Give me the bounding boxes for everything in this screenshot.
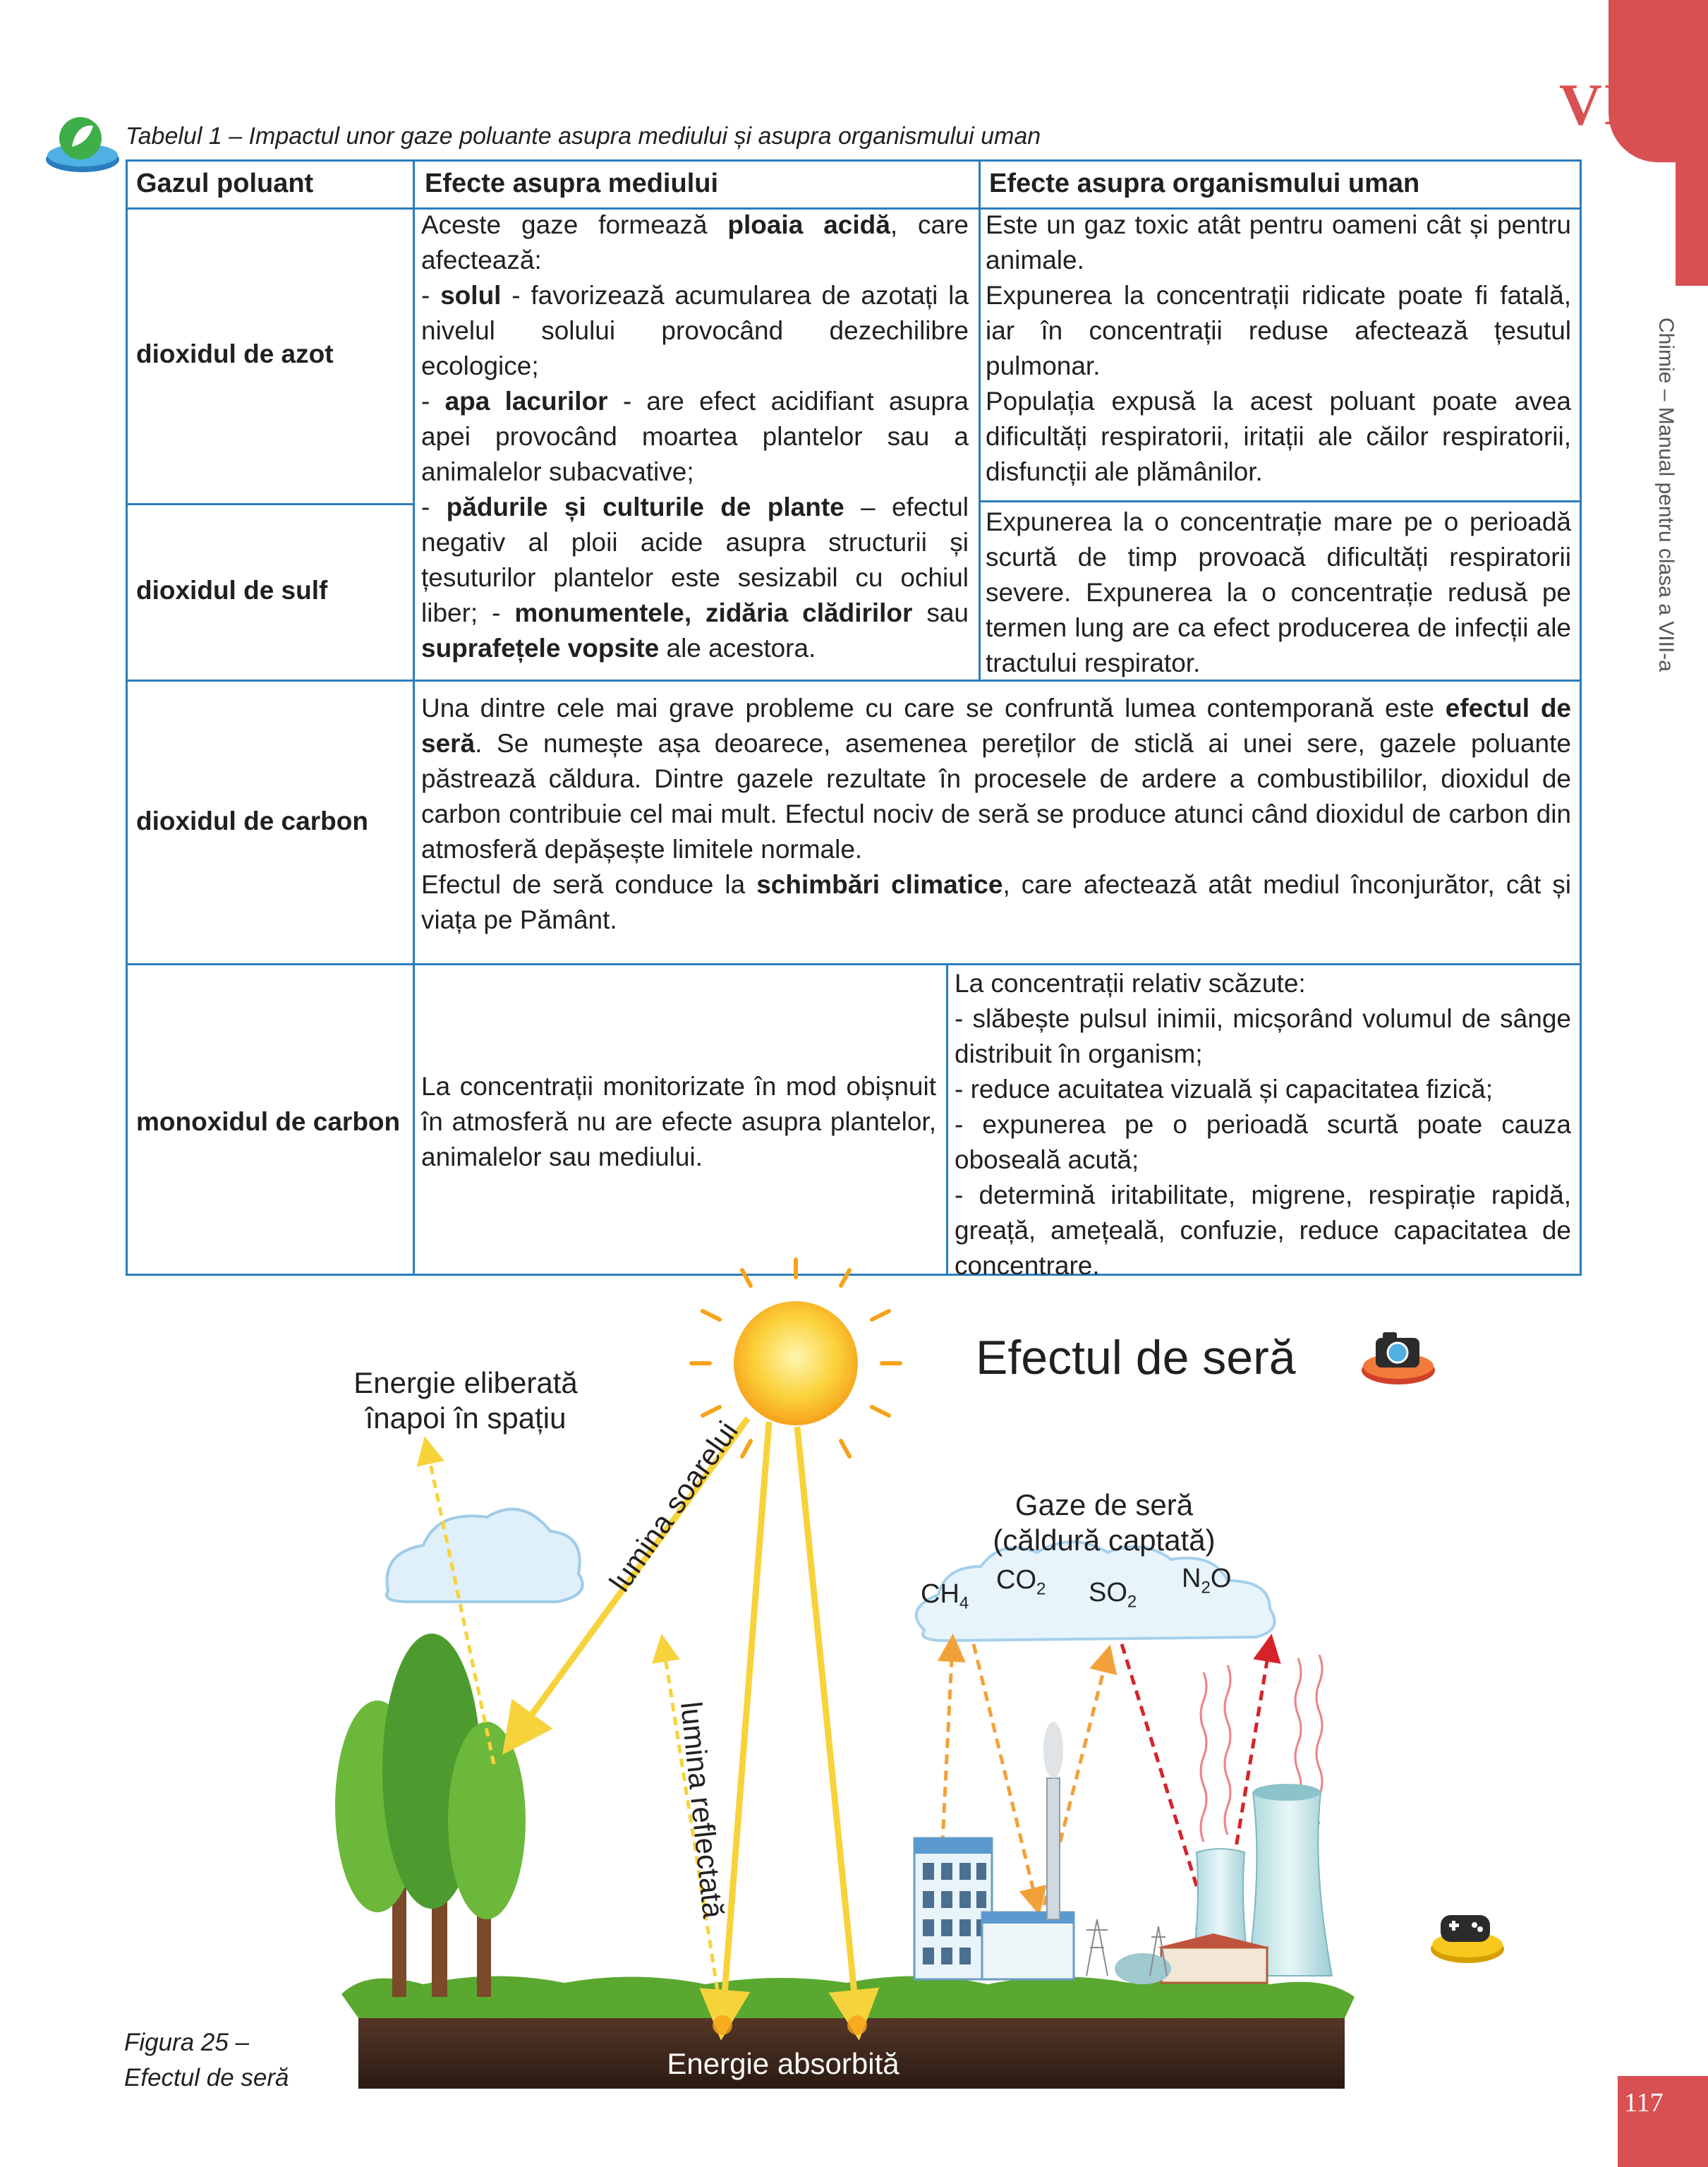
text: . Se numește așa deoarece, asemenea pereților de sticlă ai unei sere, gazele poluante păstrează căldura. Dintre gazele rezultate în procesele de ardere a combustibililor, dioxidul de carbon contribuie cel mai mult. Efectul nociv de seră se produce atunci când dioxidul de carbon din atmosferă depășește limitele normale. — [421, 729, 1571, 864]
paragraph: La concentrații relativ scăzute: — [955, 969, 1306, 998]
subscript: 2 — [1036, 1579, 1046, 1599]
label-line: Gaze de seră — [1014, 1488, 1194, 1521]
paragraph: Expunerea la concentrații ridicate poate fi fatală, iar în concentrații reduse afectează țesutul pulmonar. — [986, 281, 1571, 380]
figure-caption — [124, 2025, 289, 2096]
text: SO — [1089, 1578, 1127, 1607]
power-plant — [1115, 1784, 1332, 1984]
factory — [914, 1722, 1074, 1979]
text: Efectul de seră conduce la — [421, 870, 757, 899]
text-bold: apa lacurilor — [444, 387, 608, 416]
paragraph: - determină iritabilitate, migrene, respirație rapidă, greață, amețeală, confuzie, reduce capacitatea de concentrare. — [955, 1181, 1571, 1280]
paragraph: Este un gaz toxic atât pentru oameni cât și pentru animale. — [986, 210, 1571, 274]
gas-no2: dioxidul de azot — [136, 339, 334, 368]
label-sunlight: lumina soarelui — [602, 1415, 744, 1598]
gas-so2: dioxidul de sulf — [136, 576, 328, 605]
gamepad-icon — [1425, 1898, 1510, 1969]
text: – efectul negativ al ploii acide asupra structurii și țesuturilor plantelor este sesizabil cu ochiul liber; - — [421, 493, 969, 627]
text-bold: solul — [440, 281, 502, 310]
paragraph: - expunerea pe o perioadă scurtă poate cauza oboseală acută; — [955, 1110, 1571, 1174]
text: sau — [912, 598, 969, 627]
label-line: (căldură captată) — [993, 1523, 1216, 1557]
subscript: 2 — [1201, 1578, 1211, 1598]
co-environment-effects: La concentrații monitorizate în mod obișnuit în atmosferă nu are efecte asupra plantelor, animalelor sau mediului. — [421, 1072, 936, 1171]
trees — [335, 1634, 526, 1997]
text: - are efect acidifiant asupra apei provocând moartea plantelor sau a animalelor subacvative; — [421, 387, 969, 486]
text-bold: pădurile și culturile de plante — [446, 493, 844, 521]
so2-human-effects: Expunerea la o concentrație mare pe o perioadă scurtă de timp provoacă dificultăți respiratorii severe. Expunerea la o concentrație redusă pe termen lung are ca efect producerea de infecții ale tractului respirator. — [986, 507, 1571, 677]
gas-co2: dioxidul de carbon — [136, 807, 368, 835]
label-reflected: lumina reflectată — [674, 1700, 730, 1920]
caption-line: Efectul de seră — [124, 2064, 289, 2091]
paragraph: - reduce acuitatea vizuală și capacitatea fizică; — [955, 1075, 1494, 1104]
label-energy-absorbed: Energie absorbită — [667, 2047, 900, 2080]
header-human: Efecte asupra organismului uman — [989, 169, 1420, 198]
unit-label: Unitatea — [1619, 198, 1642, 277]
text: CH — [921, 1579, 959, 1609]
page-number: 117 — [1624, 2088, 1664, 2118]
formula-co2 — [996, 1565, 1046, 1600]
label-line: Energie eliberată — [353, 1366, 578, 1399]
gas-co: monoxidul de carbon — [136, 1107, 401, 1136]
text: Aceste gaze formează — [421, 210, 728, 239]
text-bold: monumentele, zidăria clădirilor — [514, 598, 913, 627]
absorption-glow — [847, 2015, 867, 2035]
figure-title: Efectul de seră — [976, 1331, 1296, 1384]
subscript: 2 — [1127, 1592, 1137, 1612]
side-title: Chimie – Manual pentru clasa a VIII-a — [1654, 318, 1678, 672]
text: , care afectează: — [421, 210, 969, 274]
text: - — [421, 387, 445, 416]
header-environment: Efecte asupra mediului — [425, 169, 719, 198]
camera-icon — [1357, 1327, 1442, 1390]
absorption-glow — [713, 2015, 732, 2035]
paragraph: - slăbește pulsul inimii, micșorând volumul de sânge distribuit în organism; — [955, 1004, 1571, 1068]
text-bold: schimbări climatice — [756, 870, 1003, 899]
text: O — [1210, 1564, 1232, 1593]
formula-n2o — [1182, 1564, 1231, 1598]
caption-line: Figura 25 – — [124, 2029, 250, 2056]
text: CO — [996, 1565, 1036, 1595]
text: , care afectează atât mediul înconjurător, cât și viața pe Pământ. — [421, 870, 1571, 934]
text: - — [421, 493, 447, 521]
header-gas: Gazul poluant — [136, 169, 314, 198]
text: N — [1182, 1564, 1201, 1593]
label-line: înapoi în spațiu — [365, 1401, 567, 1435]
cloud-left — [387, 1509, 583, 1602]
table-caption: Tabelul 1 – Impactul unor gaze poluante asupra mediului și asupra organismului uman — [126, 123, 1041, 150]
text: ale acestora. — [659, 634, 816, 663]
text-bold: efectul de seră — [421, 694, 1571, 758]
label-energy-space — [332, 1365, 600, 1436]
unit-number: VII — [1559, 72, 1653, 138]
formula-so2 — [1089, 1578, 1137, 1612]
text: - — [421, 281, 441, 310]
text-bold: ploaia acidă — [727, 210, 890, 239]
label-greenhouse-gases — [967, 1487, 1242, 1558]
text: - favorizează acumularea de azotați la nivelul solului provocând dezechilibre ecologice; — [421, 281, 969, 380]
formula-ch4 — [921, 1579, 969, 1614]
text: Una dintre cele mai grave probleme cu care se confruntă lumea contemporană este — [421, 694, 1446, 723]
text-bold: suprafețele vopsite — [421, 634, 660, 663]
subscript: 4 — [959, 1593, 969, 1613]
paragraph: Populația expusă la acest poluant poate avea dificultăți respiratorii, iritații ale căilor respiratorii, disfuncții ale plămânilor. — [986, 387, 1571, 486]
